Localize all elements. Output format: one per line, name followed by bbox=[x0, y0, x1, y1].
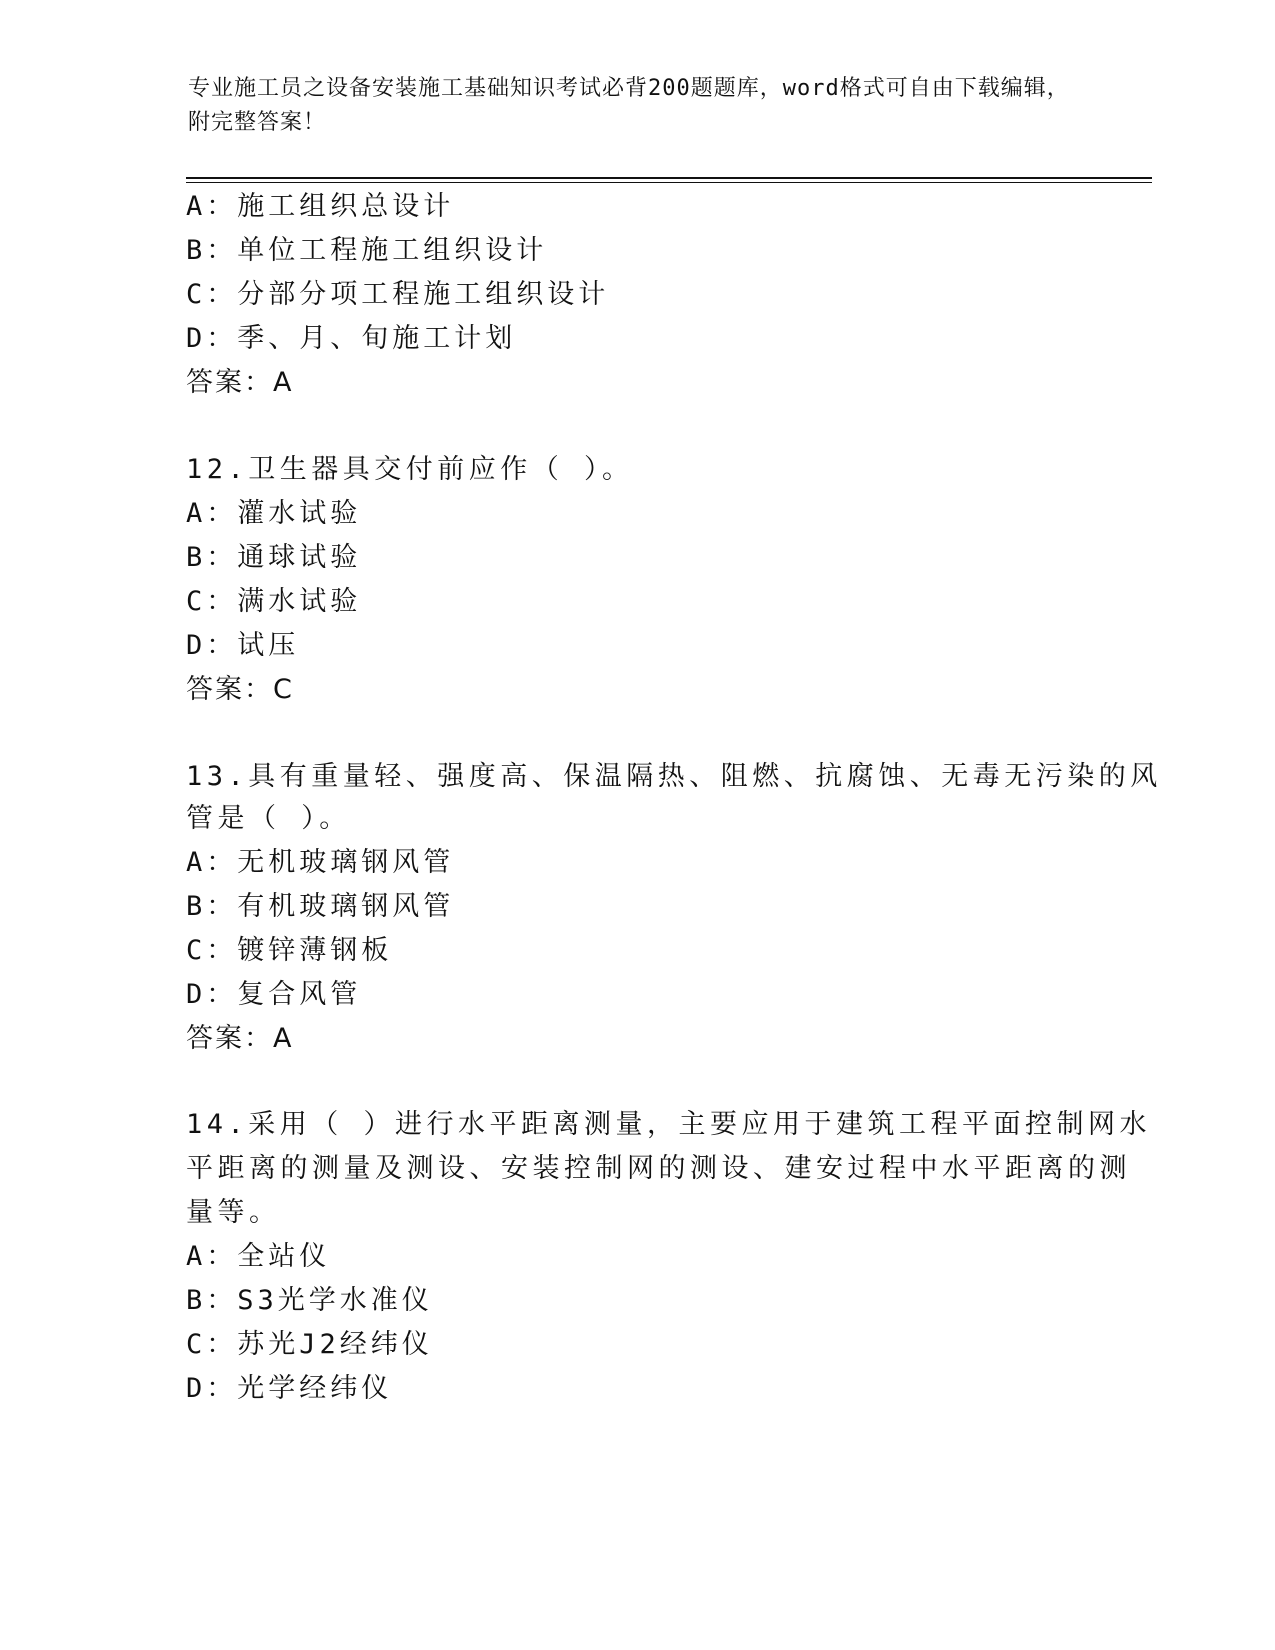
q13-option-d: D：复合风管 bbox=[186, 979, 362, 1010]
q11-option-b: B：单位工程施工组织设计 bbox=[186, 235, 548, 266]
q14-option-d: D：光学经纬仪 bbox=[186, 1373, 393, 1404]
q13-stem-line-1: 13.具有重量轻、强度高、保温隔热、阻燃、抗腐蚀、无毒无污染的风 bbox=[186, 761, 1162, 792]
q14-stem-line-2: 平距离的测量及测设、安装控制网的测设、建安过程中水平距离的测 bbox=[186, 1153, 1131, 1184]
q11-option-c: C：分部分项工程施工组织设计 bbox=[186, 279, 610, 310]
q11-option-d: D：季、月、旬施工计划 bbox=[186, 323, 517, 354]
q13-option-b: B：有机玻璃钢风管 bbox=[186, 891, 455, 922]
document-header: 专业施工员之设备安装施工基础知识考试必背200题题库，word格式可自由下载编辑，附完整答案！ bbox=[188, 76, 1070, 135]
q12-option-c: C：满水试验 bbox=[186, 586, 362, 617]
q14-option-a: A：全站仪 bbox=[186, 1241, 331, 1272]
q13-option-a: A：无机玻璃钢风管 bbox=[186, 847, 455, 878]
q12-option-a: A：灌水试验 bbox=[186, 498, 362, 529]
q12-option-b: B：通球试验 bbox=[186, 542, 362, 573]
q14-option-b: B：S3光学水准仪 bbox=[186, 1285, 433, 1316]
header-divider-thick bbox=[186, 177, 1152, 179]
q14-stem-line-3: 量等。 bbox=[186, 1197, 281, 1228]
q14-stem-line-1: 14.采用（ ）进行水平距离测量，主要应用于建筑工程平面控制网水 bbox=[186, 1109, 1152, 1140]
q13-option-c: C：镀锌薄钢板 bbox=[186, 935, 393, 966]
q11-answer: 答案：A bbox=[186, 367, 294, 398]
q13-stem-line-2: 管是（ ）。 bbox=[186, 803, 351, 834]
q12-stem: 12.卫生器具交付前应作（ ）。 bbox=[186, 454, 634, 485]
q12-option-d: D：试压 bbox=[186, 630, 300, 661]
q13-answer: 答案：A bbox=[186, 1023, 294, 1054]
q14-option-c: C：苏光J2经纬仪 bbox=[186, 1329, 433, 1360]
header-divider-thin bbox=[186, 182, 1152, 183]
q11-option-a: A：施工组织总设计 bbox=[186, 191, 455, 222]
q12-answer: 答案：C bbox=[186, 674, 294, 705]
